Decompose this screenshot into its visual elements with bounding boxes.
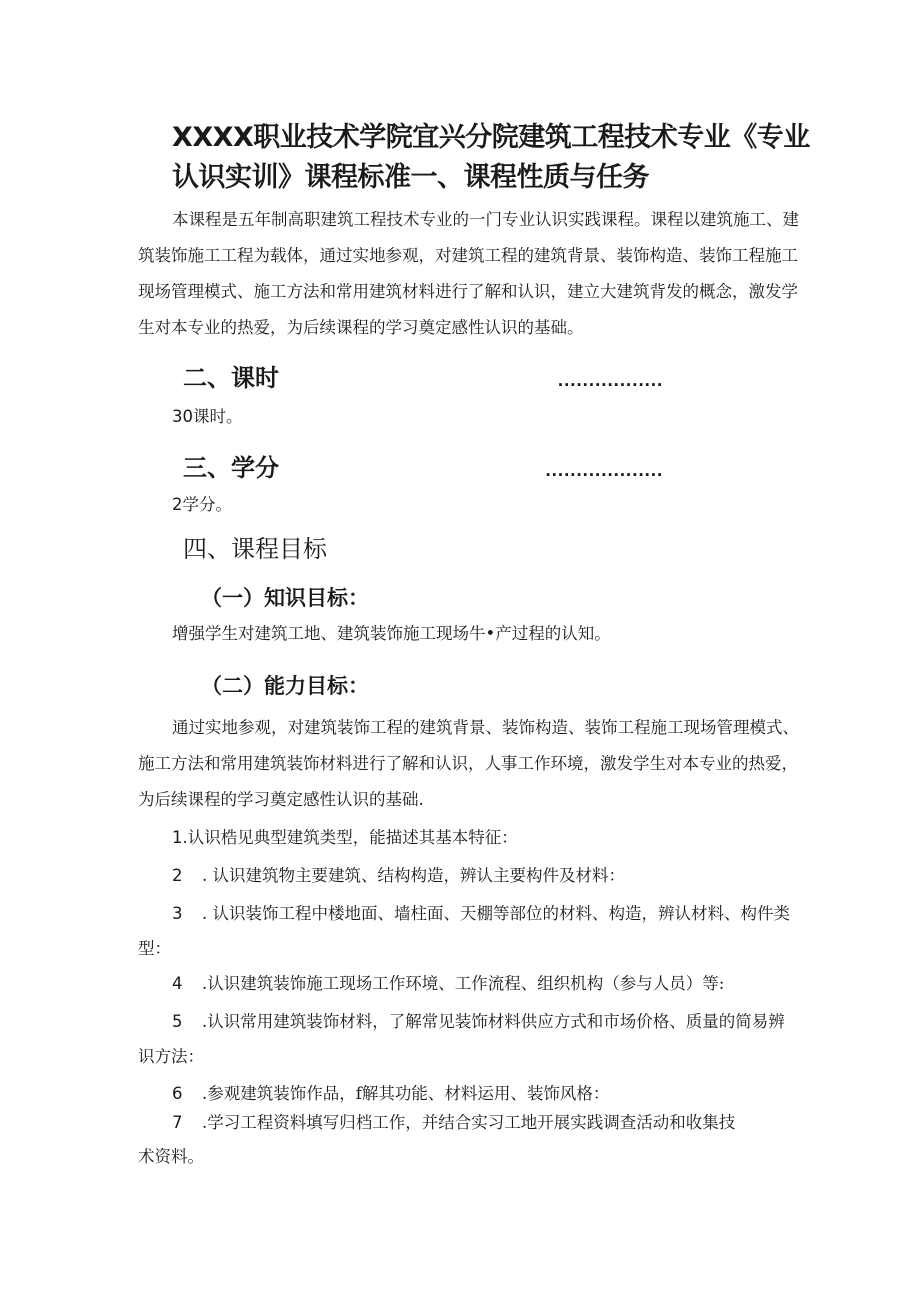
objective-item	[172, 864, 625, 888]
item-number: 7	[172, 1113, 183, 1132]
class-hours-value: 30课时。	[172, 407, 243, 426]
section-heading-text: 二、课时	[183, 364, 279, 392]
item-text: .参观建筑装饰作品，f解其功能、材料运用、装饰风格：	[202, 1084, 610, 1103]
section-heading-credits	[183, 448, 663, 483]
document-title: XXXX职业技术学院宜兴分院建筑工程技术专业《专业认识实训》课程标准一、课程性质与任务	[172, 122, 810, 193]
item-text: . 认识装饰工程中楼地面、墙柱面、天棚等部位的材料、构造，辨认材料、构件类	[202, 904, 790, 923]
item-text-continuation: 型：	[138, 939, 171, 958]
intro-paragraph: 本课程是五年制高职建筑工程技术专业的一门专业认识实践课程。课程以建筑施工、建筑装饰施工工程为载体，通过实地参观，对建筑工程的建筑背景、装饰构造、装饰工程施工现场管理模式、施工方法和常用建筑材料进行了解和认识，建立大建筑背发的概念，激发学生对本专业的热爱，为后续课程的学习奠定感性认识的基础。	[138, 210, 799, 337]
objective-item	[172, 902, 790, 926]
item-number: 4	[172, 974, 183, 993]
subheading-ability-objectives: （二）能力目标：	[201, 674, 369, 698]
subheading-knowledge-objectives: （一）知识目标：	[201, 586, 369, 610]
item-text: 认识梏见典型建筑类型，能描述其基本特征：	[187, 828, 518, 847]
objective-item	[172, 972, 724, 996]
item-number: 2	[172, 866, 183, 885]
item-text: .认识常用建筑装饰材料，了解常见装饰材料供应方式和市场价格、质量的简易辨	[202, 1012, 785, 1031]
item-text-continuation: 术资料。	[138, 1147, 204, 1166]
objective-item	[172, 1010, 785, 1034]
item-text: . 认识建筑物主要建筑、结构构造，辨认主要构件及材料：	[202, 866, 625, 885]
item-text-continuation: 识方法：	[138, 1047, 204, 1066]
leader-dots: ...................	[545, 462, 663, 480]
item-text: .认识建筑装饰施工现场工作环境、工作流程、组织机构（参与人员）等:	[202, 974, 725, 993]
objective-item	[172, 826, 518, 850]
item-text: .学习工程资料填写归档工作，并结合实习工地开展实践调查活动和收集技	[202, 1113, 736, 1132]
objective-item	[172, 1111, 735, 1135]
ability-objectives-paragraph: 通过实地参观，对建筑装饰工程的建筑背景、装饰构造、装饰工程施工现场管理模式、施工方法和常用建筑装饰材料进行了解和认识，人事工作环境，激发学生对本专业的热爱，为后续课程的学习奠定感性认识的基础.	[138, 718, 799, 809]
section-heading-text: 三、学分	[183, 454, 279, 482]
credits-value: 2学分。	[172, 495, 232, 514]
item-number: 1.	[172, 828, 188, 847]
item-number: 6	[172, 1084, 183, 1103]
section-heading-class-hours	[183, 358, 663, 393]
item-number: 3	[172, 904, 183, 923]
section-heading-objectives	[183, 529, 663, 564]
objective-item	[172, 1082, 609, 1106]
item-number: 5	[172, 1012, 183, 1031]
leader-dots: .................	[557, 372, 663, 390]
section-heading-text: 四、课程目标	[183, 535, 327, 563]
knowledge-objectives-text: 增强学生对建筑工地、建筑装饰施工现场牛•产过程的认知。	[172, 624, 611, 643]
